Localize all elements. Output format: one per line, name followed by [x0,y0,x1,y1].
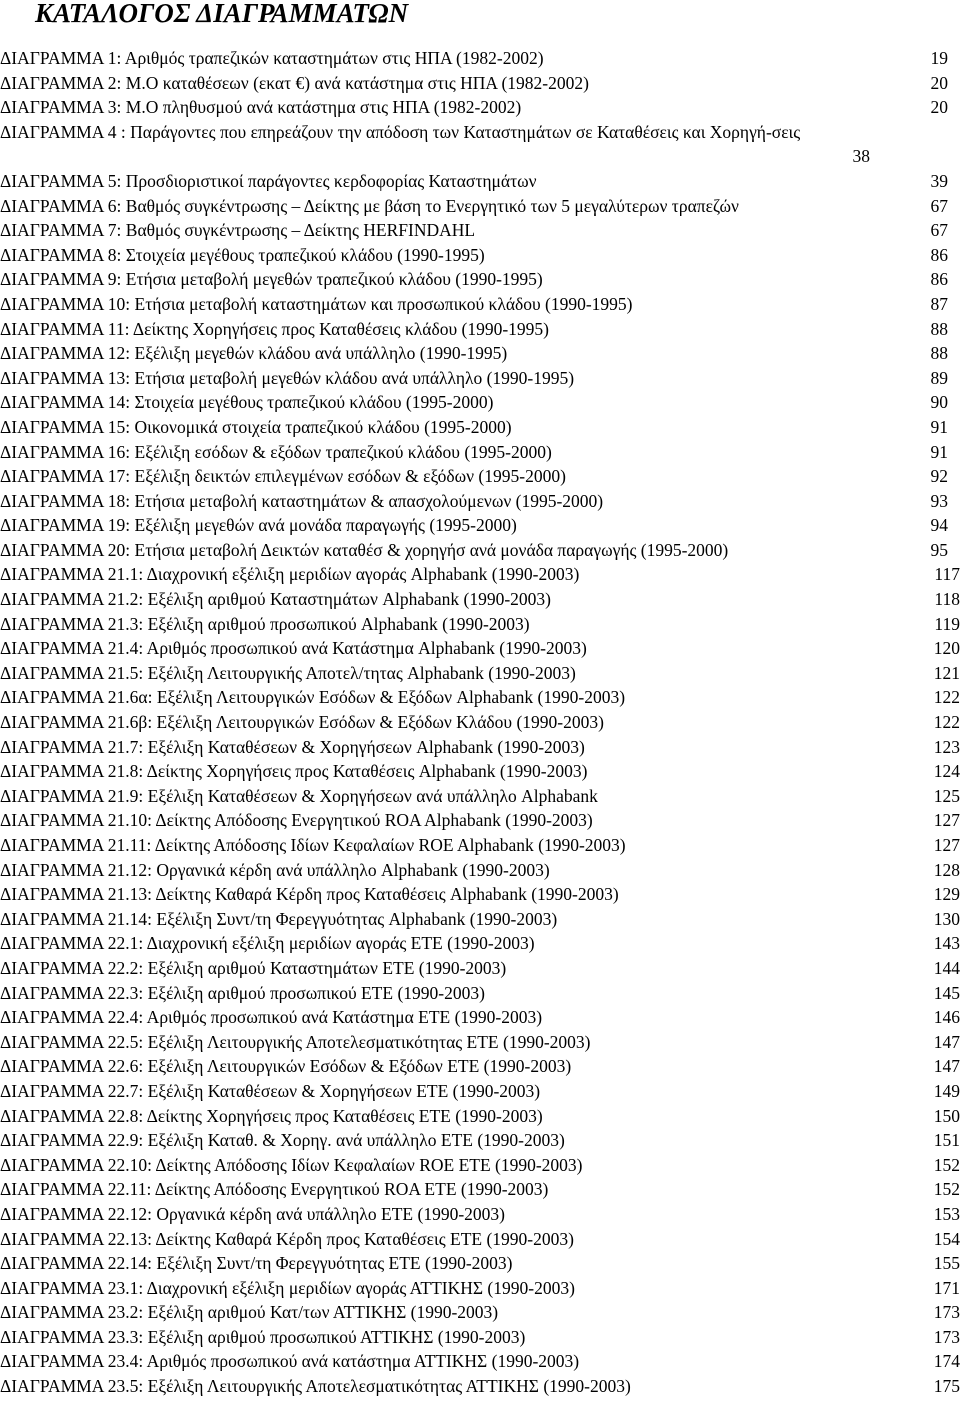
page-number: 154 [933,1228,960,1249]
figure-entry [0,1251,960,1276]
page-number: 67 [930,220,948,241]
page-number: 67 [930,195,948,216]
page-number: 121 [933,662,960,683]
page-number: 127 [933,835,960,855]
page-number: 87 [930,293,948,314]
figure-entry [0,833,960,858]
page-number: 91 [930,416,948,437]
figure-title: ΔΙΑΓΡΑΜΜΑ 7: Βαθμός συγκέντρωσης – Δείκτης HERFINDAHL [0,220,476,241]
page-number: 175 [933,1376,960,1397]
figure-title: ΔΙΑΓΡΑΜΜΑ 22.8: Δείκτης Χορηγήσεις προς Καταθέσεις ΕΤΕ (1990-2003) [0,1105,543,1126]
figure-title: ΔΙΑΓΡΑΜΜΑ 2: Μ.Ο καταθέσεων (εκατ €) ανά κατάστημα στις ΗΠΑ (1982-2002) [0,72,589,93]
figure-title: ΔΙΑΓΡΑΜΜΑ 21.2: Εξέλιξη αριθμού Καταστημάτων Alphabank (1990-2003) [0,589,551,610]
figure-entry [0,390,960,415]
figure-title: ΔΙΑΓΡΑΜΜΑ 21.8: Δείκτης Χορηγήσεις προς Καταθέσεις Alphabank (1990-2003) [0,761,588,782]
figure-entry [0,292,960,317]
figure-title: ΔΙΑΓΡΑΜΜΑ 22.5: Εξέλιξη Λειτουργικής Αποτελεσματικότητας ΕΤΕ (1990-2003) [0,1031,591,1052]
figure-title: ΔΙΑΓΡΑΜΜΑ 13: Ετήσια μεταβολή μεγεθών κλάδου ανά υπάλληλο (1990-1995) [0,367,575,388]
page-number: 86 [930,269,948,290]
figure-title: ΔΙΑΓΡΑΜΜΑ 23.2: Εξέλιξη αριθμού Κατ/των ΑΤΤΙΚΗΣ (1990-2003) [0,1302,499,1323]
list-of-figures [0,46,960,1399]
figure-title: ΔΙΑΓΡΑΜΜΑ 22.10: Δείκτης Απόδοσης Ιδίων Κεφαλαίων ROE ETE (1990-2003) [0,1154,583,1175]
figure-entry [0,1079,960,1104]
figure-title: ΔΙΑΓΡΑΜΜΑ 22.12: Οργανικά κέρδη ανά υπάλληλο ΕΤΕ (1990-2003) [0,1203,505,1224]
figure-entry [0,1128,960,1153]
page-number: 151 [933,1130,960,1151]
page-number: 119 [934,613,960,634]
page-number: 90 [930,392,948,413]
figure-entry [0,120,960,169]
page-number: 93 [930,490,948,511]
figure-title: ΔΙΑΓΡΑΜΜΑ 23.1: Διαχρονική εξέλιξη μεριδίων αγοράς ΑΤΤΙΚΗΣ (1990-2003) [0,1277,575,1298]
page-number: 153 [933,1203,960,1224]
figure-entry [0,931,960,956]
figure-title: ΔΙΑΓΡΑΜΜΑ 18: Ετήσια μεταβολή καταστημάτων & απασχολούμενων (1995-2000) [0,490,604,511]
page-number: 95 [930,539,948,560]
figure-title: ΔΙΑΓΡΑΜΜΑ 22.6: Εξέλιξη Λειτουργικών Εσόδων & Εξόδων ΕΤΕ (1990-2003) [0,1056,572,1077]
figure-entry [0,858,960,883]
page-number: 122 [933,712,960,733]
figure-title: ΔΙΑΓΡΑΜΜΑ 16: Εξέλιξη εσόδων & εξόδων τραπεζικού κλάδου (1995-2000) [0,441,552,462]
page-title: ΚΑΤΑΛΟΓΟΣ ΔΙΑΓΡΑΜΜΑΤΩΝ [35,0,409,28]
page-number: 150 [933,1105,960,1126]
figure-title: ΔΙΑΓΡΑΜΜΑ 23.5: Εξέλιξη Λειτουργικής Αποτελεσματικότητας ΑΤΤΙΚΗΣ (1990-2003) [0,1376,631,1397]
page-number: 20 [930,97,948,118]
figure-entry [0,612,960,637]
figure-entry [0,1227,960,1252]
figure-title: ΔΙΑΓΡΑΜΜΑ 20: Ετήσια μεταβολή Δεικτών καταθέσ & χορηγήσ ανά μονάδα παραγωγής (1995-2000) [0,539,729,560]
figure-title: ΔΙΑΓΡΑΜΜΑ 22.1: Διαχρονική εξέλιξη μεριδίων αγοράς ΕΤΕ (1990-2003) [0,933,535,954]
figure-title: ΔΙΑΓΡΑΜΜΑ 22.3: Εξέλιξη αριθμού προσωπικού ΕΤΕ (1990-2003) [0,982,485,1003]
page-number: 145 [933,982,960,1003]
figure-entry [0,1153,960,1178]
figure-title: ΔΙΑΓΡΑΜΜΑ 21.6β: Εξέλιξη Λειτουργικών Εσόδων & Εξόδων Κλάδου (1990-2003) [0,712,604,733]
figure-title: ΔΙΑΓΡΑΜΜΑ 15: Οικονομικά στοιχεία τραπεζικού κλάδου (1995-2000) [0,416,512,437]
figure-entry [0,587,960,612]
figure-title: ΔΙΑΓΡΑΜΜΑ 22.9: Εξέλιξη Καταθ. & Χορηγ. ανά υπάλληλο ΕΤΕ (1990-2003) [0,1130,565,1151]
figure-title: ΔΙΑΓΡΑΜΜΑ 21.7: Εξέλιξη Καταθέσεων & Χορηγήσεων Alphabank (1990-2003) [0,736,585,757]
figure-entry [0,538,960,563]
figure-entry [0,513,960,538]
page-number: 144 [933,957,960,978]
page-number: 173 [933,1302,960,1323]
figure-entry [0,808,960,833]
figure-title: ΔΙΑΓΡΑΜΜΑ 17: Εξέλιξη δεικτών επιλεγμένων εσόδων & εξόδων (1995-2000) [0,466,566,487]
page-number: 152 [933,1154,960,1175]
figure-title: ΔΙΑΓΡΑΜΜΑ 21.6α: Εξέλιξη Λειτουργικών Εσόδων & Εξόδων Alphabank (1990-2003) [0,687,626,708]
figure-title: ΔΙΑΓΡΑΜΜΑ 21.3: Εξέλιξη αριθμού προσωπικού Alphabank (1990-2003) [0,613,530,634]
page-number: 130 [933,908,960,929]
page-number: 143 [933,933,960,954]
page-number: 129 [933,884,960,905]
page-number: 155 [933,1253,960,1274]
figure-entry [0,882,960,907]
figure-title: ΔΙΑΓΡΑΜΜΑ 21.14: Εξέλιξη Συντ/τη Φερεγγυότητας Alphabank (1990-2003) [0,908,558,929]
figure-entry [0,218,960,243]
page-number: 86 [930,244,948,265]
figure-entry [0,1177,960,1202]
page-number: 92 [930,466,948,487]
page-number: 94 [930,515,948,536]
figure-entry [0,46,960,71]
figure-title: ΔΙΑΓΡΑΜΜΑ 1: Αριθμός τραπεζικών καταστημάτων στις ΗΠΑ (1982-2002) [0,48,544,68]
figure-title: ΔΙΑΓΡΑΜΜΑ 22.14: Εξέλιξη Συντ/τη Φερεγγυότητας ΕΤΕ (1990-2003) [0,1253,513,1274]
page-number: 122 [933,687,960,708]
figure-title: ΔΙΑΓΡΑΜΜΑ 21.1: Διαχρονική εξέλιξη μεριδίων αγοράς Alphabank (1990-2003) [0,564,580,585]
page-number: 147 [933,1031,960,1052]
figure-title: ΔΙΑΓΡΑΜΜΑ 21.11: Δείκτης Απόδοσης Ιδίων Κεφαλαίων ROE Alphabank (1990-2003) [0,835,626,855]
figure-entry [0,267,960,292]
page-number: 174 [933,1351,960,1372]
figure-entry [0,1030,960,1055]
figure-entry [0,759,960,784]
page-number: 118 [934,589,960,610]
figure-entry [0,1005,960,1030]
page-number: 120 [933,638,960,659]
page-number: 20 [930,72,948,93]
figure-entry [0,710,960,735]
figure-entry [0,956,960,981]
figure-title: ΔΙΑΓΡΑΜΜΑ 10: Ετήσια μεταβολή καταστημάτων και προσωπικού κλάδου (1990-1995) [0,293,633,314]
figure-entry [0,1104,960,1129]
figure-entry [0,95,960,120]
figure-title: ΔΙΑΓΡΑΜΜΑ 14: Στοιχεία μεγέθους τραπεζικού κλάδου (1995-2000) [0,392,494,413]
page-number: 91 [930,441,948,462]
figure-title: ΔΙΑΓΡΑΜΜΑ 19: Εξέλιξη μεγεθών ανά μονάδα παραγωγής (1995-2000) [0,515,517,536]
page-number: 88 [930,318,948,339]
figure-title: ΔΙΑΓΡΑΜΜΑ 21.13: Δείκτης Καθαρά Κέρδη προς Καταθέσεις Alphabank (1990-2003) [0,884,619,905]
figure-entry [0,1054,960,1079]
figure-entry [0,71,960,96]
figure-title: ΔΙΑΓΡΑΜΜΑ 22.2: Εξέλιξη αριθμού Καταστημάτων ΕΤΕ (1990-2003) [0,957,507,978]
page-number: 39 [930,170,948,191]
figure-title: ΔΙΑΓΡΑΜΜΑ 23.3: Εξέλιξη αριθμού προσωπικού ΑΤΤΙΚΗΣ (1990-2003) [0,1326,526,1347]
page-number: 152 [933,1179,960,1200]
figure-entry [0,1325,960,1350]
figure-entry [0,1300,960,1325]
page-number: 171 [933,1277,960,1298]
figure-entry [0,685,960,710]
figure-title: ΔΙΑΓΡΑΜΜΑ 22.13: Δείκτης Καθαρά Κέρδη προς Καταθέσεις ΕΤΕ (1990-2003) [0,1228,574,1249]
figure-title: ΔΙΑΓΡΑΜΜΑ 22.7: Εξέλιξη Καταθέσεων & Χορηγήσεων ΕΤΕ (1990-2003) [0,1080,541,1101]
figure-entry [0,440,960,465]
page-number: 89 [930,367,948,388]
page-number: 149 [933,1080,960,1101]
figure-title: ΔΙΑΓΡΑΜΜΑ 8: Στοιχεία μεγέθους τραπεζικού κλάδου (1990-1995) [0,244,485,265]
page-number: 19 [930,48,948,68]
figure-title: ΔΙΑΓΡΑΜΜΑ 4 : Παράγοντες που επηρεάζουν την απόδοση των Καταστημάτων σε Καταθέσεις και Χορηγή-σεις [0,121,801,142]
figure-entry [0,341,960,366]
figure-entry [0,562,960,587]
figure-title: ΔΙΑΓΡΑΜΜΑ 21.10: Δείκτης Απόδοσης Ενεργητικού ROA Alphabank (1990-2003) [0,810,593,831]
page-number: 117 [934,564,960,585]
page-number: 173 [933,1326,960,1347]
figure-title: ΔΙΑΓΡΑΜΜΑ 22.11: Δείκτης Απόδοσης Ενεργητικού ROA ETE (1990-2003) [0,1179,549,1200]
figure-entry [0,1276,960,1301]
figure-title: ΔΙΑΓΡΑΜΜΑ 22.4: Αριθμός προσωπικού ανά Κατάστημα ΕΤΕ (1990-2003) [0,1007,543,1028]
figure-entry [0,636,960,661]
page-number: 127 [933,810,960,831]
page-number: 124 [933,761,960,782]
figure-entry [0,464,960,489]
figure-title: ΔΙΑΓΡΑΜΜΑ 6: Βαθμός συγκέντρωσης – Δείκτης με βάση το Ενεργητικό των 5 μεγαλύτερων τραπεζών [0,195,739,216]
figure-entry [0,907,960,932]
figure-entry [0,169,960,194]
figure-entry [0,366,960,391]
figure-entry [0,784,960,809]
figure-entry [0,317,960,342]
figure-entry [0,735,960,760]
figure-title: ΔΙΑΓΡΑΜΜΑ 11: Δείκτης Χορηγήσεις προς Καταθέσεις κλάδου (1990-1995) [0,318,549,339]
figure-title: ΔΙΑΓΡΑΜΜΑ 12: Εξέλιξη μεγεθών κλάδου ανά υπάλληλο (1990-1995) [0,343,508,364]
figure-entry [0,1374,960,1399]
figure-entry [0,243,960,268]
page-number: 125 [933,785,960,806]
figure-entry [0,194,960,219]
page-number: 88 [930,343,948,364]
page-number: 38 [852,146,870,167]
figure-title: ΔΙΑΓΡΑΜΜΑ 23.4: Αριθμός προσωπικού ανά κατάστημα ΑΤΤΙΚΗΣ (1990-2003) [0,1351,580,1372]
figure-title: ΔΙΑΓΡΑΜΜΑ 21.5: Εξέλιξη Λειτουργικής Αποτελ/τητας Alphabank (1990-2003) [0,662,576,683]
page-number: 147 [933,1056,960,1077]
figure-title: ΔΙΑΓΡΑΜΜΑ 3: Μ.Ο πληθυσμού ανά κατάστημα στις ΗΠΑ (1982-2002) [0,97,522,118]
page-number: 123 [933,736,960,757]
figure-entry [0,1202,960,1227]
figure-title: ΔΙΑΓΡΑΜΜΑ 5: Προσδιοριστικοί παράγοντες κερδοφορίας Καταστημάτων [0,170,537,191]
page-number: 128 [933,859,960,880]
figure-entry [0,489,960,514]
figure-entry [0,661,960,686]
figure-title: ΔΙΑΓΡΑΜΜΑ 9: Ετήσια μεταβολή μεγεθών τραπεζικού κλάδου (1990-1995) [0,269,543,290]
figure-entry [0,1349,960,1374]
figure-title: ΔΙΑΓΡΑΜΜΑ 21.12: Οργανικά κέρδη ανά υπάλληλο Alphabank (1990-2003) [0,859,550,880]
figure-entry [0,415,960,440]
figure-title: ΔΙΑΓΡΑΜΜΑ 21.4: Αριθμός προσωπικού ανά Κατάστημα Alphabank (1990-2003) [0,638,587,659]
figure-title: ΔΙΑΓΡΑΜΜΑ 21.9: Εξέλιξη Καταθέσεων & Χορηγήσεων ανά υπάλληλο Alphabank [0,785,598,806]
page-number: 146 [933,1007,960,1028]
figure-entry [0,981,960,1006]
